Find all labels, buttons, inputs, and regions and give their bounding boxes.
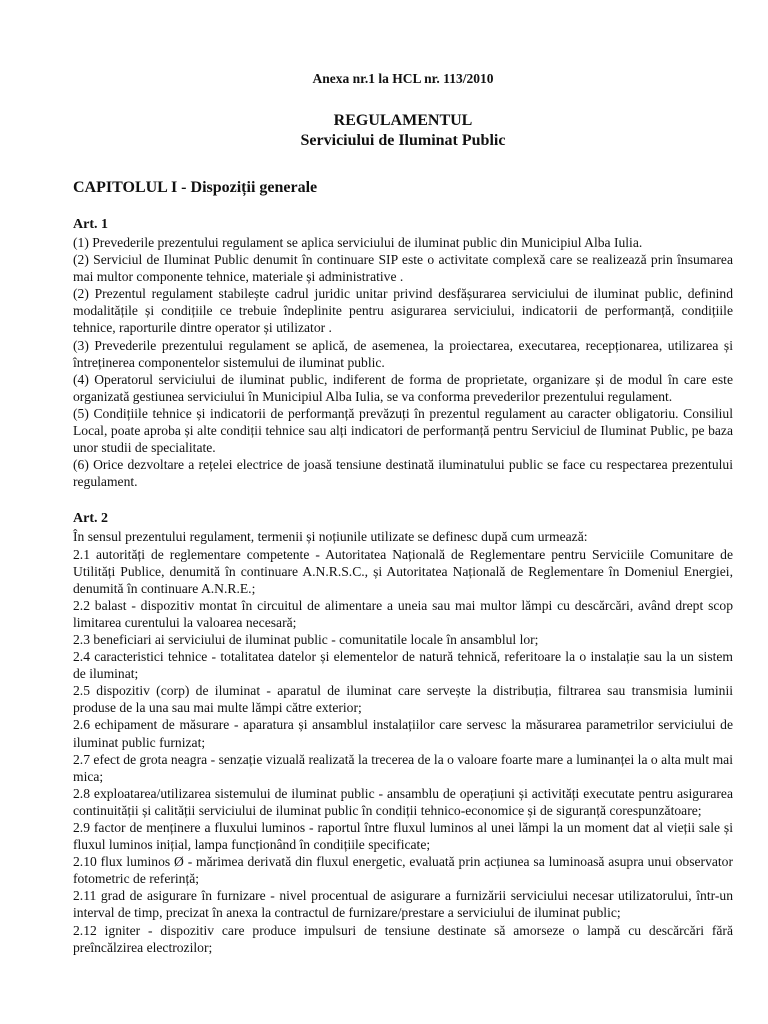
definition-item: 2.11 grad de asigurare în furnizare - nivel procentual de asigurare a furnizării serviciului necesar utilizatorului, într-un interval de timp, precizat în anexa la contractul de furnizare/prestare a serviciului de iluminat public; (73, 888, 733, 921)
definition-item: 2.12 igniter - dispozitiv care produce impulsuri de tensiune destinate să amorseze o lampă cu descărcări fără preîncălzirea electrozilor; (73, 922, 733, 955)
definition-item: 2.6 echipament de măsurare - aparatura și ansamblul instalațiilor care servesc la măsurarea parametrilor serviciului de iluminat public furnizat; (73, 717, 733, 750)
document-page (73, 70, 733, 976)
regulation-title: REGULAMENTUL (333, 112, 473, 129)
definition-item: 2.2 balast - dispozitiv montat în circuitul de alimentare a uneia sau mai multor lămpi cu descărcări, având drept scop limitarea curentului la valoarea necesară; (73, 597, 733, 630)
article-paragraph: (3) Prevederile prezentului regulament se aplică, de asemenea, la proiectarea, executarea, recepționarea, utilizarea și întreținerea componentelor sistemului de iluminat public. (73, 337, 733, 370)
definition-item: 2.9 factor de menținere a fluxului luminos - raportul între fluxul luminos al unei lămpi la un moment dat al vieții sale și fluxul luminos inițial, lampa funcționând în condițiile specificate; (73, 820, 733, 853)
definition-item: 2.4 caracteristici tehnice - totalitatea datelor și elementelor de natură tehnică, referitoare la o instalație sau la un sistem de iluminat; (73, 649, 733, 682)
article-paragraph: (1) Prevederile prezentului regulament se aplica serviciului de iluminat public din Municipiul Alba Iulia. (73, 235, 643, 250)
article-paragraph: (2) Serviciul de Iluminat Public denumit în continuare SIP este o activitate complexă care se realizează prin însumarea mai multor componente tehnice, materiale și administrative . (73, 252, 733, 285)
definition-item: 2.1 autorități de reglementare competente - Autoritatea Națională de Reglementare pentru Serviciile Comunitare de Utilități Publice, denumită în continuare A.N.R.S.C., și Autoritatea Națională de Reglementare în Domeniul Energiei, denumită în continuare A.N.R.E.; (73, 546, 733, 596)
chapter-heading: CAPITOLUL I - Dispoziții generale (73, 179, 318, 196)
article-paragraph: În sensul prezentului regulament, termenii și noțiunile utilizate se definesc după cum urmează: (73, 529, 588, 545)
article-paragraph: (6) Orice dezvoltare a rețelei electrice de joasă tensiune destinată iluminatului public se face cu respectarea prezentului regulament. (73, 457, 733, 490)
article-heading: Art. 2 (73, 511, 108, 527)
definition-item: 2.5 dispozitiv (corp) de iluminat - aparatul de iluminat care servește la distribuția, filtrarea sau transmisia luminii produse de la una sau mai multe lămpi către exterior; (73, 683, 733, 716)
definition-item: 2.3 beneficiari ai serviciului de iluminat public - comunitatile locale în ansamblul lor; (73, 631, 539, 647)
article-1 (73, 216, 733, 490)
regulation-subtitle: Serviciului de Iluminat Public (300, 132, 506, 149)
article-paragraph: (2) Prezentul regulament stabilește cadrul juridic unitar privind desfășurarea serviciului de iluminat public, definind modalitățile și condițiile ce trebuie îndeplinite pentru asigurarea serviciului, indicatorii de performanță, condițiile tehnice, raporturile dintre operator și utilizator . (73, 286, 733, 336)
article-heading: Art. 1 (73, 217, 108, 232)
definition-item: 2.8 exploatarea/utilizarea sistemului de iluminat public - ansamblu de operațiuni și activități executate pentru asigurarea continuității și calității serviciului de iluminat public în condiții tehnico-economice și de siguranță corespunzătoare; (73, 785, 733, 818)
definition-item: 2.10 flux luminos Ø - mărimea derivată din fluxul energetic, evaluată prin acțiunea sa luminoasă asupra unui observator fotometric de referință; (73, 854, 733, 887)
article-paragraph: (4) Operatorul serviciului de iluminat public, indiferent de forma de proprietate, organizare și de modul în care este organizată gestiunea serviciului în Municipiul Alba Iulia, se va conforma prevederilor prezentului regulament. (73, 371, 733, 404)
definition-item: 2.7 efect de grota neagra - senzație vizuală realizată la trecerea de la o valoare foarte mare a luminanței la o alta mult mai mica; (73, 751, 733, 784)
article-2 (73, 510, 733, 955)
article-paragraph: (5) Condițiile tehnice și indicatorii de performanță prevăzuți în prezentul regulament au caracter obligatoriu. Consiliul Local, poate aproba și alte condiții tehnice sau alți indicatori de performanță pentru Serviciul de Iluminat Public, pe baza unor studii de specialitate. (73, 405, 733, 456)
annex-reference: Anexa nr.1 la HCL nr. 113/2010 (312, 71, 494, 86)
